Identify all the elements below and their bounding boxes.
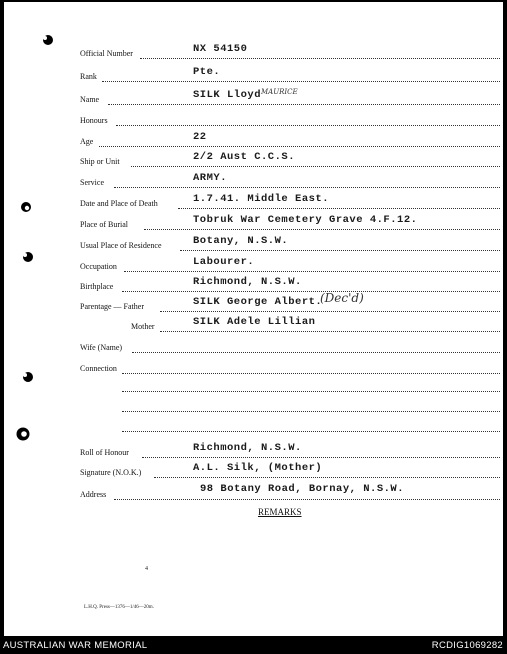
rank-value: Pte. <box>193 66 221 78</box>
father-value: SILK George Albert. <box>193 296 323 308</box>
birthplace-value: Richmond, N.S.W. <box>193 276 302 288</box>
field-rule <box>180 250 500 251</box>
name-annotation: MAURICE <box>261 88 298 96</box>
field-rule <box>131 166 500 167</box>
roll-of-honour-label: Roll of Honour <box>80 448 129 457</box>
field-rule <box>114 187 500 188</box>
honours-label: Honours <box>80 116 108 125</box>
burial-label: Place of Burial <box>80 220 128 229</box>
death-value: 1.7.41. Middle East. <box>193 193 330 205</box>
name-label: Name <box>80 95 100 104</box>
footer-institution: AUSTRALIAN WAR MEMORIAL <box>3 640 148 651</box>
service-label: Service <box>80 178 104 187</box>
punch-hole-icon <box>18 199 34 215</box>
field-rule <box>114 499 500 500</box>
birthplace-label: Birthplace <box>80 282 114 291</box>
age-label: Age <box>80 137 94 146</box>
field-rule <box>122 291 500 292</box>
ship-or-unit-value: 2/2 Aust C.C.S. <box>193 151 296 163</box>
age-value: 22 <box>193 131 207 143</box>
mother-value: SILK Adele Lillian <box>193 316 316 328</box>
connection-label: Connection <box>80 364 117 373</box>
roll-of-honour-value: Richmond, N.S.W. <box>193 442 302 454</box>
field-rule <box>102 81 500 82</box>
punch-hole-icon <box>20 249 36 265</box>
field-rule <box>108 104 500 105</box>
field-rule <box>144 229 500 230</box>
field-rule <box>160 311 500 312</box>
address-label: Address <box>80 490 107 499</box>
field-rule <box>160 331 500 332</box>
print-line: L.H.Q. Press—1376—1/46—20m. <box>84 605 154 610</box>
field-rule <box>116 125 500 126</box>
signature-label: Signature (N.O.K.) <box>80 468 142 477</box>
occupation-value: Labourer. <box>193 256 255 268</box>
punch-hole-icon <box>40 32 56 48</box>
name-value: SILK Lloyd <box>193 89 262 101</box>
official-number-label: Official Number <box>80 49 133 58</box>
remarks-heading: REMARKS <box>258 507 302 517</box>
page-mark: 4 <box>145 566 148 572</box>
field-rule <box>154 477 500 478</box>
field-rule <box>99 146 500 147</box>
footer-record-id: RCDIG1069282 <box>431 640 503 651</box>
archive-footer <box>0 637 507 654</box>
residence-label: Usual Place of Residence <box>80 241 162 250</box>
field-rule <box>132 352 500 353</box>
ship-or-unit-label: Ship or Unit <box>80 157 120 166</box>
mother-label: Mother <box>131 322 155 331</box>
address-value: 98 Botany Road, Bornay, N.S.W. <box>200 483 405 495</box>
burial-value: Tobruk War Cemetery Grave 4.F.12. <box>193 214 418 226</box>
field-rule <box>122 373 500 374</box>
field-rule <box>124 271 500 272</box>
blank-rule <box>122 431 500 432</box>
blank-rule <box>122 411 500 412</box>
rank-label: Rank <box>80 72 97 81</box>
field-rule <box>140 58 500 59</box>
blank-rule <box>122 391 500 392</box>
occupation-label: Occupation <box>80 262 117 271</box>
residence-value: Botany, N.S.W. <box>193 235 289 247</box>
death-label: Date and Place of Death <box>80 199 158 208</box>
field-rule <box>142 457 500 458</box>
punch-hole-icon <box>14 424 32 446</box>
service-value: ARMY. <box>193 172 228 184</box>
record-card <box>4 2 503 636</box>
official-number-value: NX 54150 <box>193 43 248 55</box>
father-label: Parentage — Father <box>80 302 144 311</box>
wife-label: Wife (Name) <box>80 343 123 352</box>
signature-value: A.L. Silk, (Mother) <box>193 462 323 474</box>
field-rule <box>178 208 500 209</box>
punch-hole-icon <box>20 369 36 385</box>
father-annotation: (Dec'd) <box>320 291 364 305</box>
